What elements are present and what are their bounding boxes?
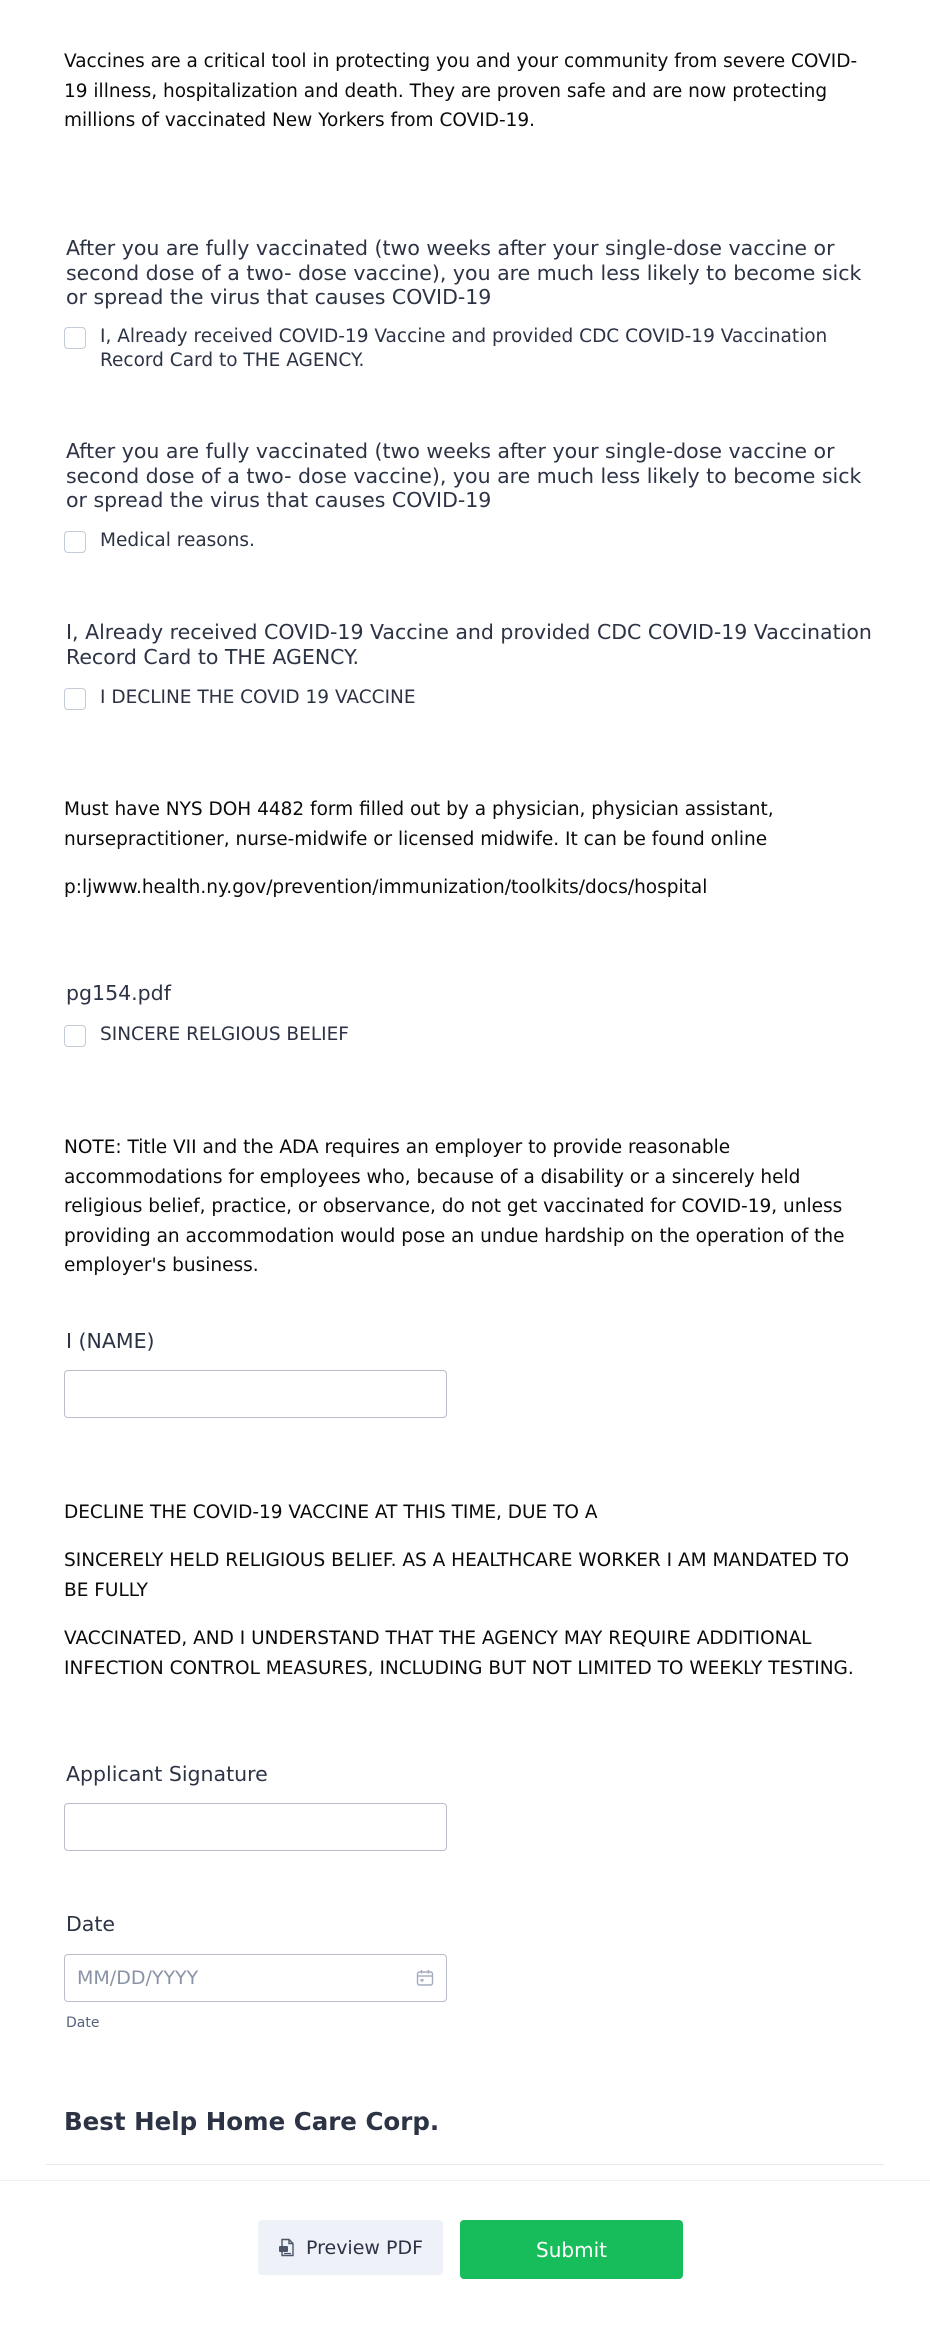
question-4-label: pg154.pdf [66, 981, 171, 1005]
calendar-icon[interactable] [416, 1969, 434, 1987]
question-2-label: After you are fully vaccinated (two weeks after your single-dose vaccine or second dose of a two- dose vaccine), you are much less likely to become sick or spread the virus that causes COVID-19 [66, 439, 862, 512]
question-3-label: I, Already received COVID-19 Vaccine and provided CDC COVID-19 Vaccination Record Card to THE AGENCY. [66, 620, 872, 669]
ada-note-paragraph: NOTE: Title VII and the ADA requires an employer to provide reasonable accommodations for employees who, because of a disability or a sincerely held religious belief, practice, or observance, do not get vaccinated for COVID-19, unless providing an accommodation would pose an undue hardship on the operation of the employer's business. [64, 1137, 845, 1276]
question-4-option[interactable] [64, 1025, 864, 1047]
decline-statement-line-2: SINCERELY HELD RELIGIOUS BELIEF. AS A HEALTHCARE WORKER I AM MANDATED TO BE FULLY [64, 1550, 850, 1601]
date-input[interactable] [64, 1954, 447, 2002]
date-placeholder: MM/DD/YYYY [77, 1967, 199, 1989]
preview-pdf-button[interactable] [258, 2220, 443, 2275]
question-2-option-label[interactable]: Medical reasons. [100, 530, 255, 551]
question-3-option-label[interactable]: I DECLINE THE COVID 19 VACCINE [100, 687, 416, 708]
footer-divider [0, 2180, 930, 2181]
submit-button[interactable]: Submit [460, 2220, 683, 2279]
question-4-checkbox[interactable] [64, 1025, 86, 1047]
company-name: Best Help Home Care Corp. [64, 2107, 440, 2136]
question-2-checkbox[interactable] [64, 531, 86, 553]
name-field-label: I (NAME) [66, 1329, 155, 1353]
question-1-option[interactable] [64, 327, 864, 373]
question-4-option-label[interactable]: SINCERE RELGIOUS BELIEF [100, 1024, 349, 1045]
preview-pdf-label: Preview PDF [305, 2236, 423, 2259]
doh-note-link-text: p:ljwww.health.ny.gov/prevention/immunization/toolkits/docs/hospital [64, 877, 708, 898]
decline-statement-line-3: VACCINATED, AND I UNDERSTAND THAT THE AGENCY MAY REQUIRE ADDITIONAL INFECTION CONTROL MEASURES, INCLUDING BUT NOT LIMITED TO WEEKLY TESTING. [64, 1628, 854, 1679]
doh-note-paragraph: Must have NYS DOH 4482 form filled out by a physician, physician assistant, nursepractitioner, nurse-midwife or licensed midwife. It can be found online [64, 799, 774, 850]
signature-field-label: Applicant Signature [66, 1762, 268, 1786]
question-3-checkbox[interactable] [64, 688, 86, 710]
question-3-option[interactable] [64, 688, 864, 710]
question-1-label: After you are fully vaccinated (two weeks after your single-dose vaccine or second dose of a two- dose vaccine), you are much less likely to become sick or spread the virus that causes COVID-19 [66, 236, 862, 309]
date-field-label: Date [66, 1912, 115, 1936]
question-2-option[interactable] [64, 531, 864, 553]
section-divider [46, 2164, 884, 2165]
intro-paragraph: Vaccines are a critical tool in protecting you and your community from severe COVID-19 illness, hospitalization and death. They are proven safe and are now protecting millions of vaccinated New Yorkers from COVID-19. [64, 51, 858, 131]
question-1-checkbox[interactable] [64, 327, 86, 349]
question-1-option-label[interactable]: I, Already received COVID-19 Vaccine and provided CDC COVID-19 Vaccination Record Card to THE AGENCY. [100, 326, 828, 371]
name-input[interactable] [64, 1370, 447, 1418]
date-sublabel: Date [66, 2015, 100, 2031]
signature-input[interactable] [64, 1803, 447, 1851]
decline-statement-line-1: DECLINE THE COVID-19 VACCINE AT THIS TIME, DUE TO A [64, 1502, 598, 1523]
pdf-document-icon [278, 2238, 296, 2258]
